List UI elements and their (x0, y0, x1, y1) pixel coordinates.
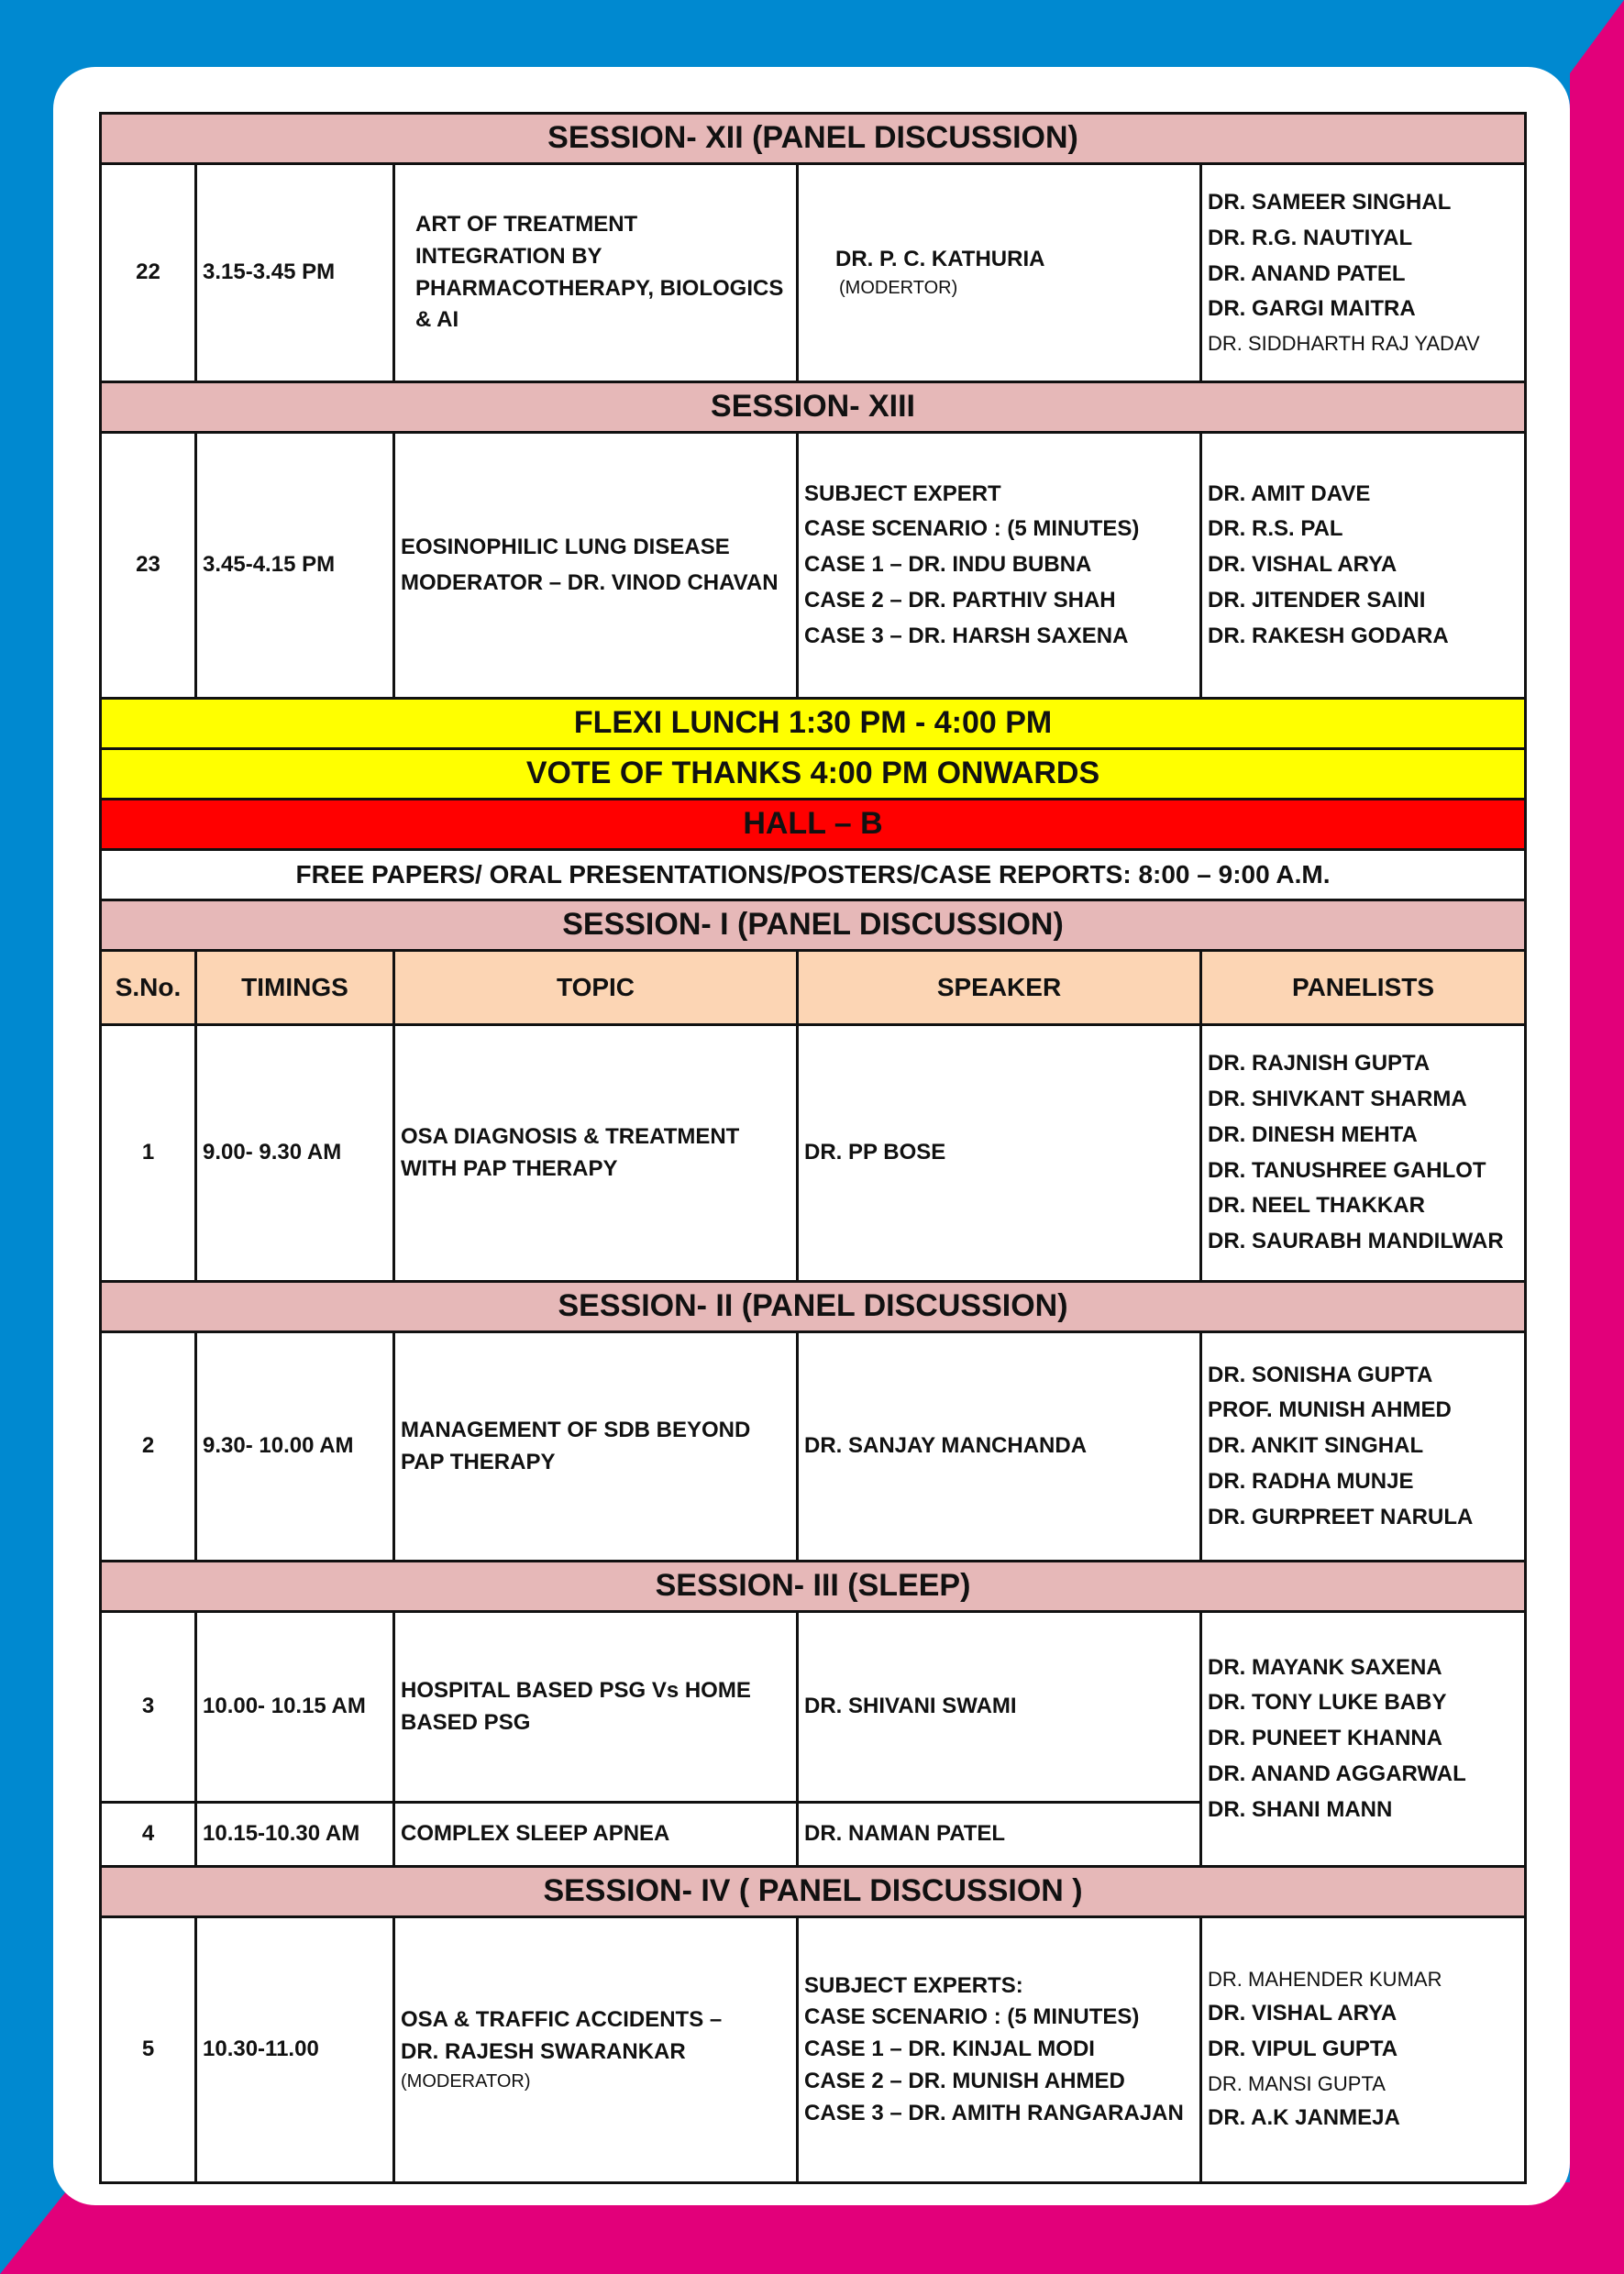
moderator-role: (MODERATOR) (401, 2070, 531, 2092)
topic: OSA & TRAFFIC ACCIDENTS – (401, 2007, 723, 2033)
topic: HOSPITAL BASED PSG Vs HOME BASED PSG (394, 1612, 798, 1803)
session-i-title: SESSION- I (PANEL DISCUSSION) (101, 900, 1526, 951)
speaker-line: SUBJECT EXPERT (804, 480, 1001, 506)
speaker-line: SUBJECT EXPERTS: (804, 1972, 1023, 1998)
panelist: DR. TONY LUKE BABY (1208, 1690, 1447, 1716)
vote-of-thanks-banner: VOTE OF THANKS 4:00 PM ONWARDS (101, 749, 1526, 800)
sno: 3 (101, 1612, 196, 1803)
panelists (1201, 1917, 1526, 2183)
table-row (101, 1332, 1526, 1562)
panelist: DR. AMIT DAVE (1208, 480, 1371, 506)
moderator: MODERATOR – DR. VINOD CHAVAN (401, 569, 779, 595)
timing: 3.15-3.45 PM (196, 164, 394, 382)
panelists (1201, 433, 1526, 699)
topic-cell (394, 433, 798, 699)
speaker-line: CASE 3 – DR. HARSH SAXENA (804, 623, 1129, 648)
panelist: DR. MAYANK SAXENA (1208, 1654, 1442, 1680)
panelist: DR. GURPREET NARULA (1208, 1504, 1474, 1529)
table-row (101, 164, 1526, 382)
speaker: DR. PP BOSE (798, 1025, 1201, 1282)
session-iii-title: SESSION- III (SLEEP) (101, 1562, 1526, 1612)
column-headers (101, 951, 1526, 1025)
table-row (101, 1025, 1526, 1282)
panelists (1201, 1332, 1526, 1562)
session-iv-title: SESSION- IV ( PANEL DISCUSSION ) (101, 1867, 1526, 1917)
session-ii-title: SESSION- II (PANEL DISCUSSION) (101, 1282, 1526, 1332)
topic: OSA DIAGNOSIS & TREATMENT WITH PAP THERAPY (394, 1025, 798, 1282)
speaker-line: CASE 1 – DR. INDU BUBNA (804, 552, 1092, 578)
panelist: DR. TANUSHREE GAHLOT (1208, 1157, 1486, 1183)
topic: ART OF TREATMENT INTEGRATION BY PHARMACOTHERAPY, BIOLOGICS & AI (394, 164, 798, 382)
panelist: DR. RADHA MUNJE (1208, 1468, 1414, 1494)
sno: 5 (101, 1917, 196, 2183)
panelist: DR. PUNEET KHANNA (1208, 1726, 1443, 1751)
topic-cell (394, 1917, 798, 2183)
timing: 9.00- 9.30 AM (196, 1025, 394, 1282)
panelist: DR. R.S. PAL (1208, 516, 1343, 542)
speaker-line: CASE 2 – DR. PARTHIV SHAH (804, 587, 1116, 613)
timing: 3.45-4.15 PM (196, 433, 394, 699)
sno: 2 (101, 1332, 196, 1562)
panelist: DR. SHANI MANN (1208, 1796, 1393, 1822)
panelists (1201, 1025, 1526, 1282)
topic: COMPLEX SLEEP APNEA (394, 1803, 798, 1867)
panelist: DR. MANSI GUPTA (1208, 2071, 1386, 2095)
hall-b-banner: HALL – B (101, 800, 1526, 850)
col-topic: TOPIC (394, 951, 798, 1025)
topic: EOSINOPHILIC LUNG DISEASE (401, 534, 730, 559)
panelist: DR. A.K JANMEJA (1208, 2104, 1400, 2130)
topic: MANAGEMENT OF SDB BEYOND PAP THERAPY (394, 1332, 798, 1562)
speaker-line: CASE SCENARIO : (5 MINUTES) (804, 516, 1140, 542)
timing: 10.30-11.00 (196, 1917, 394, 2183)
speaker-line: CASE 2 – DR. MUNISH AHMED (804, 2068, 1125, 2093)
sno: 1 (101, 1025, 196, 1282)
panelist: DR. SIDDHARTH RAJ YADAV (1208, 332, 1480, 356)
speaker-line: CASE 1 – DR. KINJAL MODI (804, 2037, 1095, 2062)
col-panelists: PANELISTS (1201, 951, 1526, 1025)
timing: 10.00- 10.15 AM (196, 1612, 394, 1803)
panelist: DR. SHIVKANT SHARMA (1208, 1086, 1467, 1111)
col-timings: TIMINGS (196, 951, 394, 1025)
speaker: DR. SANJAY MANCHANDA (798, 1332, 1201, 1562)
panelist: PROF. MUNISH AHMED (1208, 1397, 1452, 1423)
speaker-line: CASE SCENARIO : (5 MINUTES) (804, 2004, 1140, 2030)
col-speaker: SPEAKER (798, 951, 1201, 1025)
panelist: DR. RAJNISH GUPTA (1208, 1051, 1431, 1076)
session-xii-title: SESSION- XII (PANEL DISCUSSION) (101, 114, 1526, 164)
speaker-cell (798, 164, 1201, 382)
sno: 23 (101, 433, 196, 699)
speaker-cell (798, 433, 1201, 699)
panelist: DR. SONISHA GUPTA (1208, 1362, 1433, 1387)
panelist: DR. JITENDER SAINI (1208, 587, 1426, 613)
speaker-cell (798, 1917, 1201, 2183)
table-row (101, 1612, 1526, 1803)
sno: 4 (101, 1803, 196, 1867)
speaker: DR. P. C. KATHURIA (835, 246, 1045, 271)
panelists (1201, 164, 1526, 382)
table-row (101, 433, 1526, 699)
panelist: DR. NEEL THAKKAR (1208, 1193, 1425, 1219)
session-xiii-title: SESSION- XIII (101, 382, 1526, 433)
panelist: DR. VIPUL GUPTA (1208, 2037, 1398, 2062)
panelist: DR. MAHENDER KUMAR (1208, 1968, 1442, 1992)
panelist: DR. VISHAL ARYA (1208, 552, 1398, 578)
panelists (1201, 1612, 1526, 1867)
panelist: DR. SAURABH MANDILWAR (1208, 1229, 1504, 1254)
col-sno: S.No. (101, 951, 196, 1025)
schedule-table (99, 112, 1527, 2184)
panelist: DR. VISHAL ARYA (1208, 2001, 1398, 2026)
timing: 9.30- 10.00 AM (196, 1332, 394, 1562)
speaker-line: CASE 3 – DR. AMITH RANGARAJAN (804, 2100, 1184, 2125)
speaker: DR. NAMAN PATEL (798, 1803, 1201, 1867)
panelist: DR. GARGI MAITRA (1208, 296, 1416, 322)
panelist: DR. ANKIT SINGHAL (1208, 1433, 1424, 1459)
timing: 10.15-10.30 AM (196, 1803, 394, 1867)
table-row (101, 1917, 1526, 2183)
panelist: DR. R.G. NAUTIYAL (1208, 225, 1413, 250)
panelist: DR. DINESH MEHTA (1208, 1121, 1418, 1147)
free-papers-banner: FREE PAPERS/ ORAL PRESENTATIONS/POSTERS/CASE REPORTS: 8:00 – 9:00 A.M. (101, 850, 1526, 900)
panelist: DR. RAKESH GODARA (1208, 623, 1449, 648)
panelist: DR. ANAND AGGARWAL (1208, 1761, 1466, 1786)
panelist: DR. ANAND PATEL (1208, 260, 1406, 286)
sno: 22 (101, 164, 196, 382)
speaker-role: (MODERTOR) (839, 278, 958, 299)
speaker: DR. SHIVANI SWAMI (798, 1612, 1201, 1803)
moderator: DR. RAJESH SWARANKAR (401, 2039, 686, 2064)
panelist: DR. SAMEER SINGHAL (1208, 189, 1452, 215)
flexi-lunch-banner: FLEXI LUNCH 1:30 PM - 4:00 PM (101, 699, 1526, 749)
